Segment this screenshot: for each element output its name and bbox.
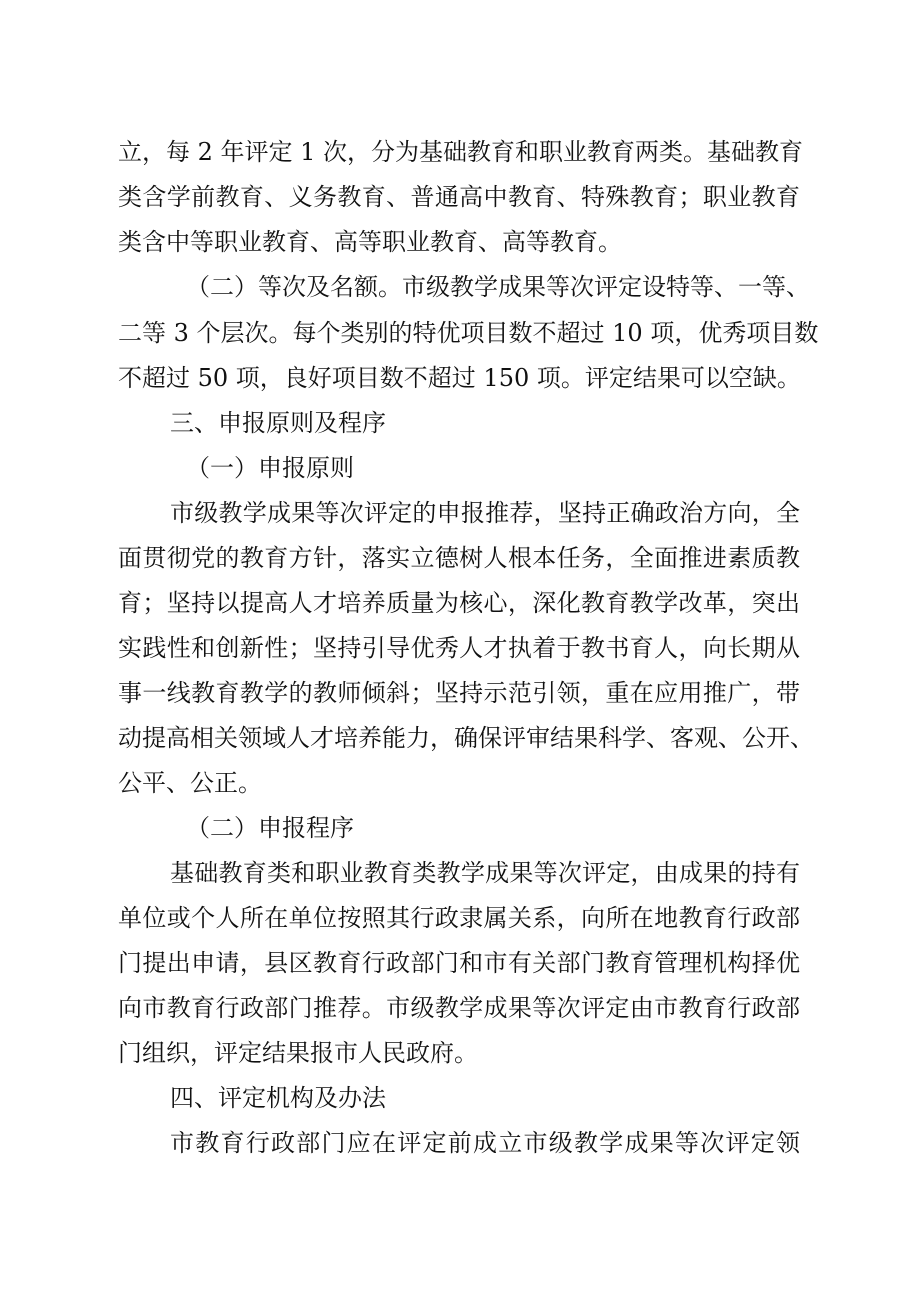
body-line: 实践性和创新性；坚持引导优秀人才执着于教书育人，向长期从 xyxy=(118,634,800,662)
body-line: 不超过 50 项，良好项目数不超过 150 项。评定结果可以空缺。 xyxy=(118,364,801,392)
body-line: 育；坚持以提高人才培养质量为核心，深化教育教学改革，突出 xyxy=(118,589,800,617)
body-line: 事一线教育教学的教师倾斜；坚持示范引领，重在应用推广，带 xyxy=(118,679,800,707)
body-line: 类含学前教育、义务教育、普通高中教育、特殊教育；职业教育 xyxy=(118,183,800,211)
body-line: 门提出申请，县区教育行政部门和市有关部门教育管理机构择优 xyxy=(118,949,800,977)
body-line: 动提高相关领域人才培养能力，确保评审结果科学、客观、公开、 xyxy=(118,724,814,752)
body-line: 向市教育行政部门推荐。市级教学成果等次评定由市教育行政部 xyxy=(118,994,800,1022)
body-line: 立，每 2 年评定 1 次，分为基础教育和职业教育两类。基础教育 xyxy=(118,138,804,166)
section-heading-principles-procedures: 三、申报原则及程序 xyxy=(170,409,386,437)
body-line: 单位或个人所在单位按照其行政隶属关系，向所在地教育行政部 xyxy=(118,904,800,932)
body-line: 类含中等职业教育、高等职业教育、高等教育。 xyxy=(118,228,622,256)
subsection-heading-procedures: （二）申报程序 xyxy=(186,814,354,842)
subsection-heading-principles: （一）申报原则 xyxy=(186,454,354,482)
body-line: 二等 3 个层次。每个类别的特优项目数不超过 10 项，优秀项目数 xyxy=(118,319,819,347)
body-line: 市教育行政部门应在评定前成立市级教学成果等次评定领 xyxy=(170,1129,800,1157)
body-line: 面贯彻党的教育方针，落实立德树人根本任务，全面推进素质教 xyxy=(118,544,800,572)
body-line: 市级教学成果等次评定的申报推荐，坚持正确政治方向，全 xyxy=(170,499,800,527)
body-line: 门组织，评定结果报市人民政府。 xyxy=(118,1039,478,1067)
body-line: 基础教育类和职业教育类教学成果等次评定，由成果的持有 xyxy=(170,859,800,887)
body-line: 公平、公正。 xyxy=(118,769,262,797)
section-heading-evaluation-body: 四、评定机构及办法 xyxy=(170,1084,386,1112)
section-heading-quota: （二）等次及名额。市级教学成果等次评定设特等、一等、 xyxy=(186,273,810,301)
